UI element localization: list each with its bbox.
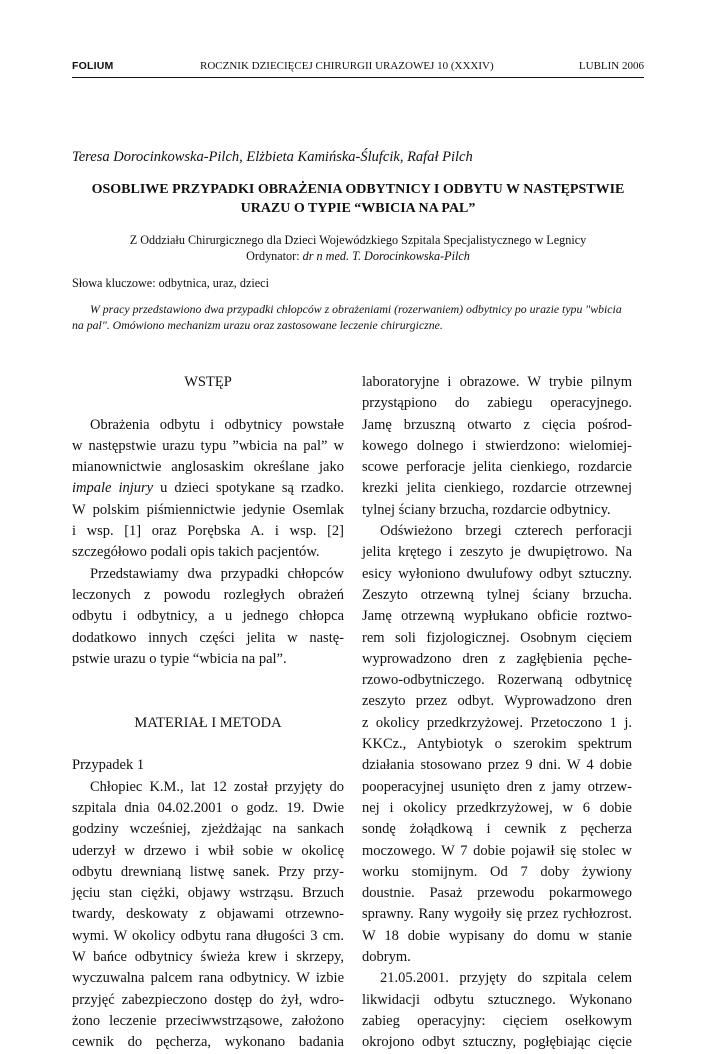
- body-line: W 18 dobie wypisany do domu w stanie: [362, 927, 632, 944]
- intro-line: pstwie urazu o typie “wbicia na pal”.: [72, 650, 287, 667]
- running-header: [72, 60, 644, 78]
- body-line: dobrym.: [362, 949, 411, 966]
- ordinator-line: [72, 248, 644, 264]
- body-line: likwidacji odbytu sztucznego. Wykonano: [362, 991, 632, 1008]
- case-line: jęciu stan ciężki, objawy wstrząsu. Brzuch: [72, 885, 344, 902]
- case-line: cewnik do pęcherza, wykonano badania: [72, 1034, 344, 1051]
- series-label: FOLIUM: [72, 60, 114, 72]
- body-line: sondę żołądkową i cewnik z pęcherza: [362, 821, 632, 838]
- section-heading-methods: MATERIAŁ I METODA: [134, 714, 282, 731]
- article-title: [72, 180, 644, 218]
- body-line: Zeszyto otrzewną tylnej ściany brzucha.: [362, 586, 632, 603]
- ordinator-label: Ordynator:: [246, 249, 303, 263]
- place-year: LUBLIN 2006: [578, 60, 644, 72]
- intro-line: dodatkowo innych części jelita w nastę-: [72, 629, 344, 646]
- body-line: 21.05.2001. przyjęty do szpitala celem: [380, 970, 632, 987]
- body-line: rzowo-odbytniczego. Rozerwaną odbytnicę: [362, 672, 632, 689]
- abstract: [72, 301, 644, 333]
- authors: Teresa Dorocinkowska-Pilch, Elżbieta Kamińska-Ślufcik, Rafał Pilch: [72, 149, 473, 165]
- case-line: szpitala dnia 04.02.2001 o godz. 19. Dwie: [72, 799, 344, 816]
- keywords: Słowa kluczowe: odbytnica, uraz, dzieci: [72, 276, 269, 290]
- intro-line: mianownictwie anglosaskim określane jako: [72, 459, 344, 476]
- body-line: esicy wyłoniono dwulufowy odbyt sztuczny.: [362, 565, 632, 582]
- body-line: wyprowadzono dren z zagłębienia pęche-: [362, 650, 632, 667]
- body-line: pooperacyjnej usunięto dren z jamy otrzew-: [362, 778, 632, 795]
- affiliation: [72, 232, 644, 264]
- case-line: przyjęć zabezpieczono dostęp do żył, wdro-: [72, 991, 344, 1008]
- body-line: z okolicy przedkrzyżowej. Przetoczono 1 j.: [362, 714, 632, 731]
- title-line: URAZU O TYPIE “WBICIA NA PAL”: [240, 201, 476, 216]
- intro-line: szczegółowo podali opis takich pacjentów.: [72, 544, 320, 561]
- intro-line: i wsp. [1] oraz Porębska A. i wsp. [2]: [72, 523, 344, 540]
- case-line: uderzył w drzewo i wbił sobie w okolicę: [72, 842, 344, 859]
- body-line: scowe perforacje jelita cienkiego, rozdarcie: [362, 459, 632, 476]
- intro-term: impale injury: [72, 480, 154, 497]
- intro-line: w następstwie urazu typu ”wbicia na pal” w: [72, 437, 344, 454]
- case-line: twardy, deskowaty z objawami otrzewno-: [72, 906, 344, 923]
- intro-line: W polskim piśmiennictwie jedynie Osemlak: [72, 501, 344, 518]
- case-line: godziny wcześniej, zjeżdżając na sankach: [72, 821, 344, 838]
- body-line: moczowego. W 7 dobie pojawił się stolec w: [362, 842, 632, 859]
- case-line: wyczuwalna palcem rana odbytnicy. W izbie: [72, 970, 344, 987]
- right-column: [362, 372, 632, 1054]
- body-line: KKCz., Antybiotyk o szerokim spektrum: [362, 736, 632, 753]
- case-line: Chłopiec K.M., lat 12 został przyjęty do: [90, 778, 344, 795]
- abstract-line: na pal". Omówiono mechanizm urazu oraz zastosowane leczenie chirurgiczne.: [72, 318, 443, 332]
- body-line: worku stomijnym. Od 7 doby żywiony: [362, 863, 632, 880]
- body-line: zabieg operacyjny: cięciem osełkowym: [362, 1012, 632, 1029]
- body-line: laboratoryjne i obrazowe. W trybie pilnym: [362, 374, 632, 390]
- case-line: wymi. W okolicy odbytu rana długości 3 cm.: [72, 927, 344, 944]
- body-line: sprawny. Rany wygoiły się przez rychłozrost.: [362, 906, 632, 923]
- body-line: krezki jelita cienkiego, rozdarcie otrzewnej: [362, 480, 632, 497]
- body-line: okrojono odbyt sztuczny, pogłębiając cięcie: [362, 1034, 632, 1051]
- body-line: Jamę brzuszną otwarto z cięcia pośrod-: [362, 416, 632, 433]
- body-line: tylnej ściany brzucha, rozdarcie odbytnicy.: [362, 501, 611, 518]
- intro-line: Obrażenia odbytu i odbytnicy powstałe: [90, 416, 344, 433]
- journal-name: ROCZNIK DZIECIĘCEJ CHIRURGII URAZOWEJ 10 (XXXIV): [200, 60, 494, 72]
- abstract-line: W pracy przedstawiono dwa przypadki chłopców z obrażeniami (rozerwaniem) odbytnicy po urazie typu "wbicia: [90, 302, 622, 316]
- body-line: doustnie. Pasaż przewodu pokarmowego: [362, 885, 632, 902]
- affiliation-line: Z Oddziału Chirurgicznego dla Dzieci Wojewódzkiego Szpitala Specjalistycznego w Legnicy: [129, 233, 587, 247]
- left-column: [72, 372, 344, 1054]
- section-heading-intro: WSTĘP: [184, 374, 232, 390]
- case-label: Przypadek 1: [72, 757, 145, 774]
- case-line: W bańce odbytnicy świeża krew i skrzepy,: [72, 949, 344, 966]
- intro-line: [72, 478, 344, 499]
- intro-line: leczonych z powodu rozległych obrażeń: [72, 586, 344, 603]
- header-rule: [72, 77, 644, 78]
- body-line: kowego dolnego i stwierdzono: wielomiej-: [362, 437, 632, 454]
- intro-text: u dzieci spotykane są rzadko.: [153, 480, 345, 497]
- body-line: nej i okolicy przedkrzyżowej, w 6 dobie: [362, 799, 632, 816]
- case-line: odbytu drewnianą listwę sanek. Przy przy-: [72, 863, 344, 880]
- body-line: rem soli fizjologicznej. Osobnym cięciem: [362, 629, 632, 646]
- body-line: zeszyto przez odbyt. Wyprowadzono dren: [362, 693, 632, 710]
- case-line: żono leczenie przeciwwstrząsowe, założono: [72, 1012, 344, 1029]
- body-line: przystąpiono do zabiegu operacyjnego.: [362, 395, 632, 412]
- ordinator-name: dr n med. T. Dorocinkowska-Pilch: [302, 249, 470, 263]
- body-line: Odświeżono brzegi czterech perforacji: [380, 523, 632, 540]
- body-line: jelita krętego i zeszyto je dwupiętrowo. Na: [362, 544, 632, 561]
- intro-line: odbytu i odbytnicy, a u jednego chłopca: [72, 608, 344, 625]
- body-line: Jamę otrzewną wypłukano obficie roztwo-: [362, 608, 632, 625]
- title-line: OSOBLIWE PRZYPADKI OBRAŻENIA ODBYTNICY I ODBYTU W NASTĘPSTWIE: [91, 182, 625, 197]
- body-line: działania stosowano przez 9 dni. W 4 dobie: [362, 757, 632, 774]
- intro-line: Przedstawiamy dwa przypadki chłopców: [90, 565, 344, 582]
